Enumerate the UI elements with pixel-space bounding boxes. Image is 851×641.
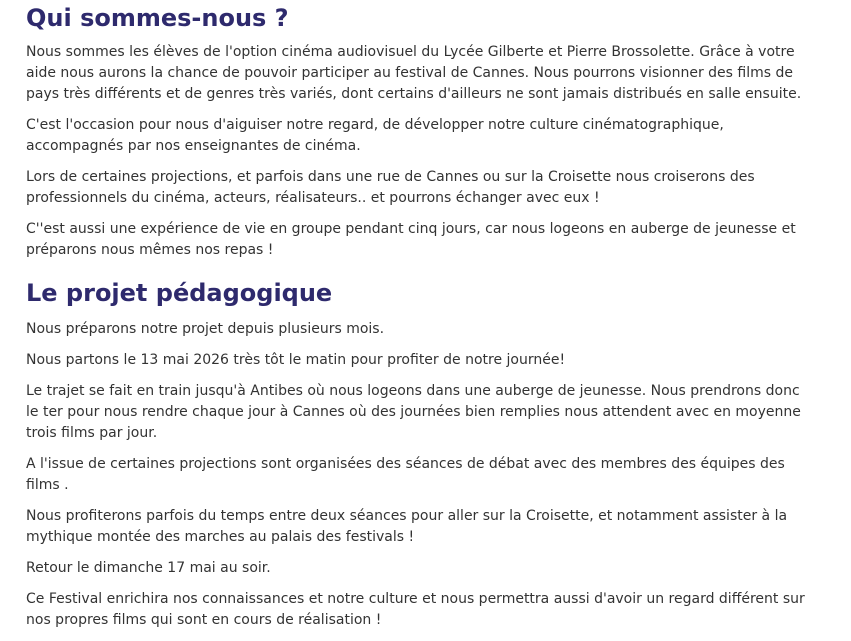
- paragraph: Ce Festival enrichira nos connaissances et notre culture et nous permettra aussi d'avoir un regard différent sur nos propres films qui sont en cours de réalisation !: [26, 591, 805, 628]
- paragraph: Nous partons le 13 mai 2026 très tôt le matin pour profiter de notre journée!: [26, 352, 566, 368]
- paragraph: C''est aussi une expérience de vie en groupe pendant cinq jours, car nous logeons en auberge de jeunesse et préparons nous mêmes nos repas !: [26, 221, 796, 258]
- paragraph: Lors de certaines projections, et parfois dans une rue de Cannes ou sur la Croisette nous croiserons des professionnels du cinéma, acteurs, réalisateurs.. et pourrons échanger avec eux !: [26, 169, 755, 206]
- paragraph: C'est l'occasion pour nous d'aiguiser notre regard, de développer notre culture cinématographique, accompagnés par nos enseignantes de cinéma.: [26, 117, 724, 154]
- paragraph: Le trajet se fait en train jusqu'à Antibes où nous logeons dans une auberge de jeunesse. Nous prendrons donc le ter pour nous rendre chaque jour à Cannes où des journées bien remplies nous attendent avec en moyenne trois films par jour.: [26, 383, 801, 441]
- section-title-qui-sommes-nous: Qui sommes-nous ?: [26, 4, 289, 32]
- paragraph: Nous préparons notre projet depuis plusieurs mois.: [26, 321, 385, 337]
- paragraph: Nous sommes les élèves de l'option cinéma audiovisuel du Lycée Gilberte et Pierre Brossolette. Grâce à votre aide nous aurons la chance de pouvoir participer au festival de Cannes. Nous pourrons visionner des films de pays très différents et de genres très variés, dont certains d'ailleurs ne sont jamais distribués en salle ensuite.: [26, 44, 802, 102]
- paragraph: A l'issue de certaines projections sont organisées des séances de débat avec des membres des équipes des films .: [26, 456, 785, 493]
- article-content: [26, 0, 816, 641]
- paragraph: Retour le dimanche 17 mai au soir.: [26, 560, 271, 576]
- paragraph: Nous profiterons parfois du temps entre deux séances pour aller sur la Croisette, et notamment assister à la mythique montée des marches au palais des festivals !: [26, 508, 788, 545]
- section-title-projet-pedagogique: Le projet pédagogique: [26, 279, 333, 307]
